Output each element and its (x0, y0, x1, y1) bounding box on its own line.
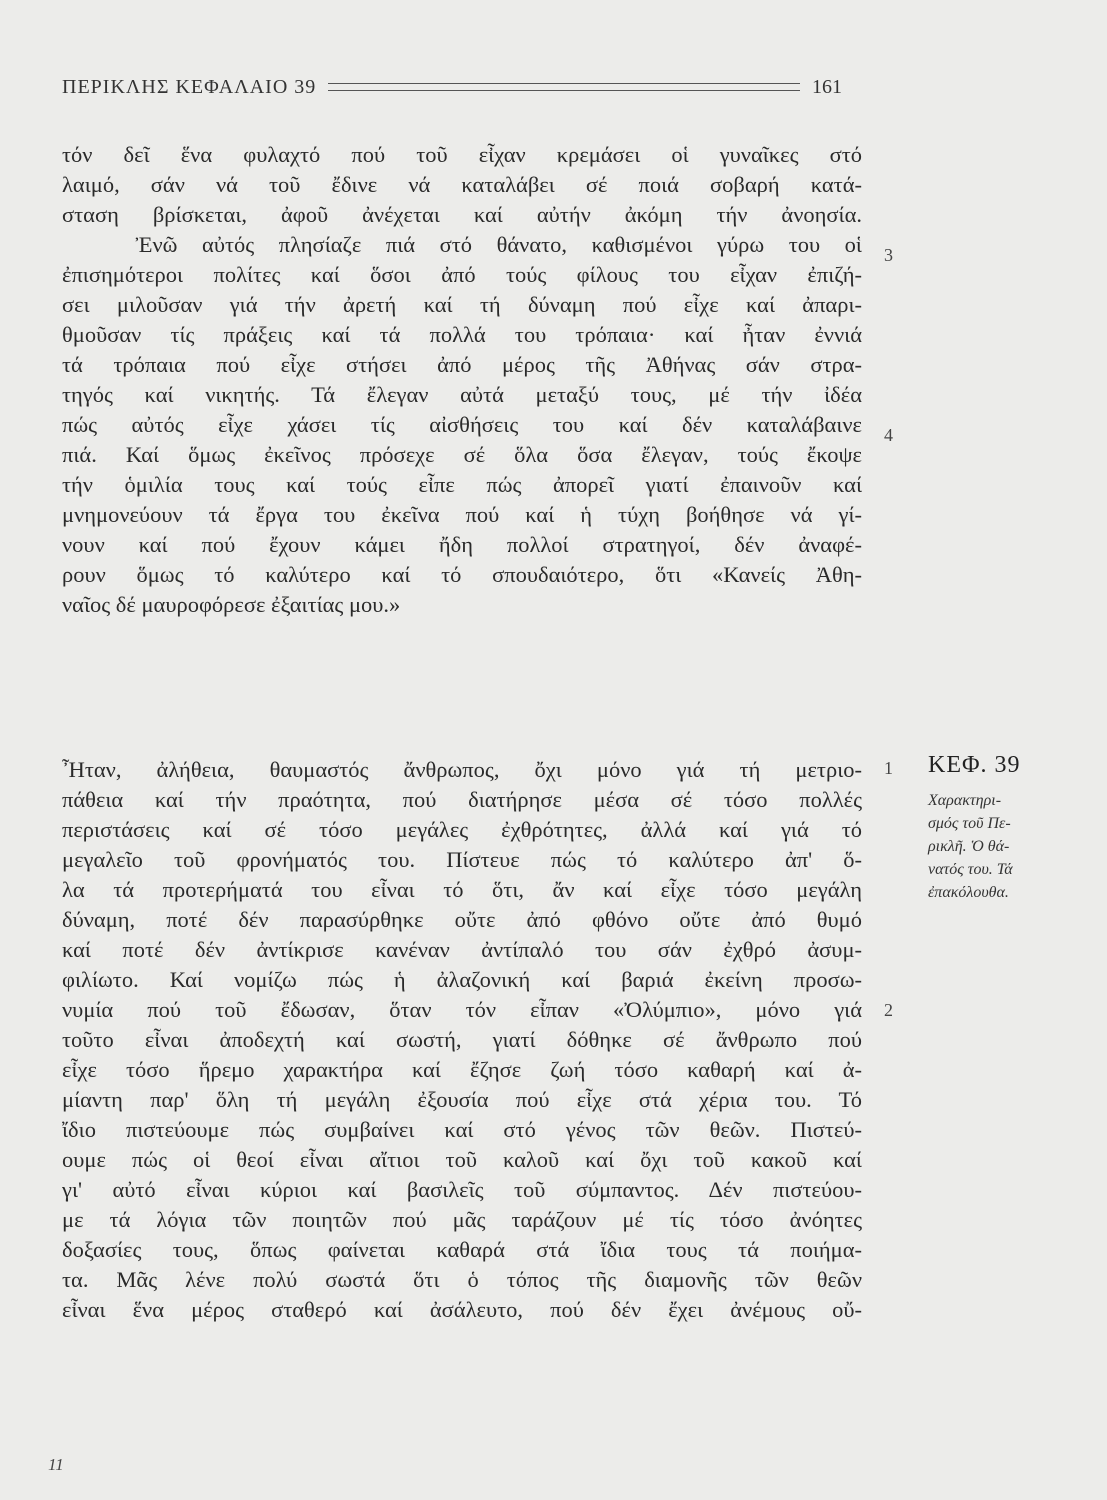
text-line: θμοῦσαν τίς πράξεις καί τά πολλά του τρόπαια· καί ἦταν ἐννιά (62, 322, 862, 347)
text-line: μνημονεύουν τά ἔργα του ἐκεῖνα πού καί ἡ τύχη βοήθησε νά γί- (62, 502, 862, 527)
text-line: λα τά προτερήματά του εἶναι τό ὅτι, ἄν καί εἶχε τόσο μεγάλη (62, 877, 862, 902)
text-line: νυμία πού τοῦ ἔδωσαν, ὅταν τόν εἶπαν «Ὀλύμπιο», μόνο γιά (62, 997, 862, 1022)
text-line: ρουν ὅμως τό καλύτερο καί τό σπουδαιότερο, ὅτι «Κανείς Ἀθη- (62, 562, 862, 587)
text-line: τηγός καί νικητής. Τά ἔλεγαν αὐτά μεταξύ τους, μέ τήν ἰδέα (62, 382, 862, 407)
text-line: γι' αὐτό εἶναι κύριοι καί βασιλεῖς τοῦ σύμπαντος. Δέν πιστεύου- (62, 1177, 862, 1202)
note-line: ἐπακόλουθα. (928, 884, 1009, 901)
paragraph-2 (62, 755, 862, 1325)
chapter-sidebar (928, 752, 1078, 904)
text-line: ἐπισημότεροι πολίτες καί ὅσοι ἀπό τούς φίλους του εἶχαν ἐπιζή- (62, 262, 862, 287)
text-line: ἴδιο πιστεύουμε πώς συμβαίνει καί στό γένος τῶν θεῶν. Πιστεύ- (62, 1117, 862, 1142)
note-line: νατός του. Τά (928, 861, 1013, 878)
text-line: τήν ὁμιλία τους καί τούς εἶπε πώς ἀπορεῖ γιατί ἐπαινοῦν καί (62, 472, 862, 497)
margin-number: 4 (884, 425, 893, 445)
text-line: με τά λόγια τῶν ποιητῶν πού μᾶς ταράζουν μέ τίς τόσο ἀνόητες (62, 1207, 862, 1232)
note-line: ρικλῆ. Ὁ θά- (928, 838, 1010, 855)
text-line: πώς αὐτός εἶχε χάσει τίς αἰσθήσεις του καί δέν καταλάβαινε (62, 412, 862, 437)
text-line: πάθεια καί τήν πραότητα, πού διατήρησε μέσα σέ τόσο πολλές (62, 787, 862, 812)
margin-number: 1 (884, 758, 893, 778)
sidebar-note (928, 789, 1078, 904)
text-line: τα. Μᾶς λένε πολύ σωστά ὅτι ὁ τόπος τῆς διαμονῆς τῶν θεῶν (62, 1267, 862, 1292)
text-line: λαιμό, σάν νά τοῦ ἔδινε νά καταλάβει σέ ποιά σοβαρή κατά- (62, 172, 862, 197)
running-header (62, 72, 842, 102)
text-line: νουν καί πού ἔχουν κάμει ἤδη πολλοί στρατηγοί, δέν ἀναφέ- (62, 532, 862, 557)
text-line: εἶναι ἕνα μέρος σταθερό καί ἀσάλευτο, πού δέν ἔχει ἀνέμους οὔ- (62, 1297, 862, 1322)
text-line: Ἦταν, ἀλήθεια, θαυμαστός ἄνθρωπος, ὄχι μόνο γιά τή μετριο- (62, 757, 862, 782)
text-line: ουμε πώς οἱ θεοί εἶναι αἴτιοι τοῦ καλοῦ καί ὄχι τοῦ κακοῦ καί (62, 1147, 862, 1172)
text-line: τά τρόπαια πού εἶχε στήσει ἀπό μέρος τῆς Ἀθήνας σάν στρα- (62, 352, 862, 377)
text-line: δοξασίες τους, ὅπως φαίνεται καθαρά στά ἴδια τους τά ποιήμα- (62, 1237, 862, 1262)
signature-mark: 11 (48, 1455, 64, 1474)
text-line: μίαντη παρ' ὅλη τή μεγάλη ἐξουσία πού εἶχε στά χέρια του. Τό (62, 1087, 862, 1112)
text-line: καί ποτέ δέν ἀντίκρισε κανέναν ἀντίπαλό του σάν ἐχθρό ἀσυμ- (62, 937, 862, 962)
text-line: πιά. Καί ὅμως ἐκεῖνος πρόσεχε σέ ὅλα ὅσα ἔλεγαν, τούς ἔκοψε (62, 442, 862, 467)
note-line: σμός τοῦ Πε- (928, 815, 1011, 832)
text-line: ναῖος δέ μαυροφόρεσε ἐξαιτίας μου.» (62, 592, 401, 617)
note-line: Χαρακτηρι- (928, 792, 1002, 809)
text-line: φιλίωτο. Καί νομίζω πώς ἡ ἀλαζονική καί βαριά ἐκείνη προσω- (62, 967, 862, 992)
chapter-heading: ΚΕΦ. 39 (928, 752, 1021, 778)
text-line: μεγαλεῖο τοῦ φρονήματός του. Πίστευε πώς τό καλύτερο ἀπ' ὅ- (62, 847, 862, 872)
header-rule (328, 83, 800, 91)
page-number: 161 (812, 75, 842, 98)
text-line: δύναμη, ποτέ δέν παρασύρθηκε οὔτε ἀπό φθόνο οὔτε ἀπό θυμό (62, 907, 862, 932)
text-line: Ἐνῶ αὐτός πλησίαζε πιά στό θάνατο, καθισμένοι γύρω του οἱ (62, 232, 862, 257)
text-line: εἶχε τόσο ἥρεμο χαρακτήρα καί ἔζησε ζωή τόσο καθαρή καί ἀ- (62, 1057, 862, 1082)
paragraph-1 (62, 140, 862, 620)
header-title: ΠΕΡΙΚΛΗΣ ΚΕΦΑΛΑΙΟ 39 (62, 75, 317, 98)
text-line: σει μιλοῦσαν γιά τήν ἀρετή καί τή δύναμη πού εἶχε καί ἀπαρι- (62, 292, 862, 317)
text-line: τοῦτο εἶναι ἀποδεχτή καί σωστή, γιατί δόθηκε σέ ἄνθρωπο πού (62, 1027, 862, 1052)
text-line: περιστάσεις καί σέ τόσο μεγάλες ἐχθρότητες, ἀλλά καί γιά τό (62, 817, 862, 842)
margin-number: 3 (884, 245, 893, 265)
text-line: σταση βρίσκεται, ἀφοῦ ἀνέχεται καί αὐτήν ἀκόμη τήν ἀνοησία. (62, 202, 862, 227)
margin-number: 2 (884, 1000, 893, 1020)
text-line: τόν δεῖ ἕνα φυλαχτό πού τοῦ εἶχαν κρεμάσει οἱ γυναῖκες στό (62, 142, 862, 167)
